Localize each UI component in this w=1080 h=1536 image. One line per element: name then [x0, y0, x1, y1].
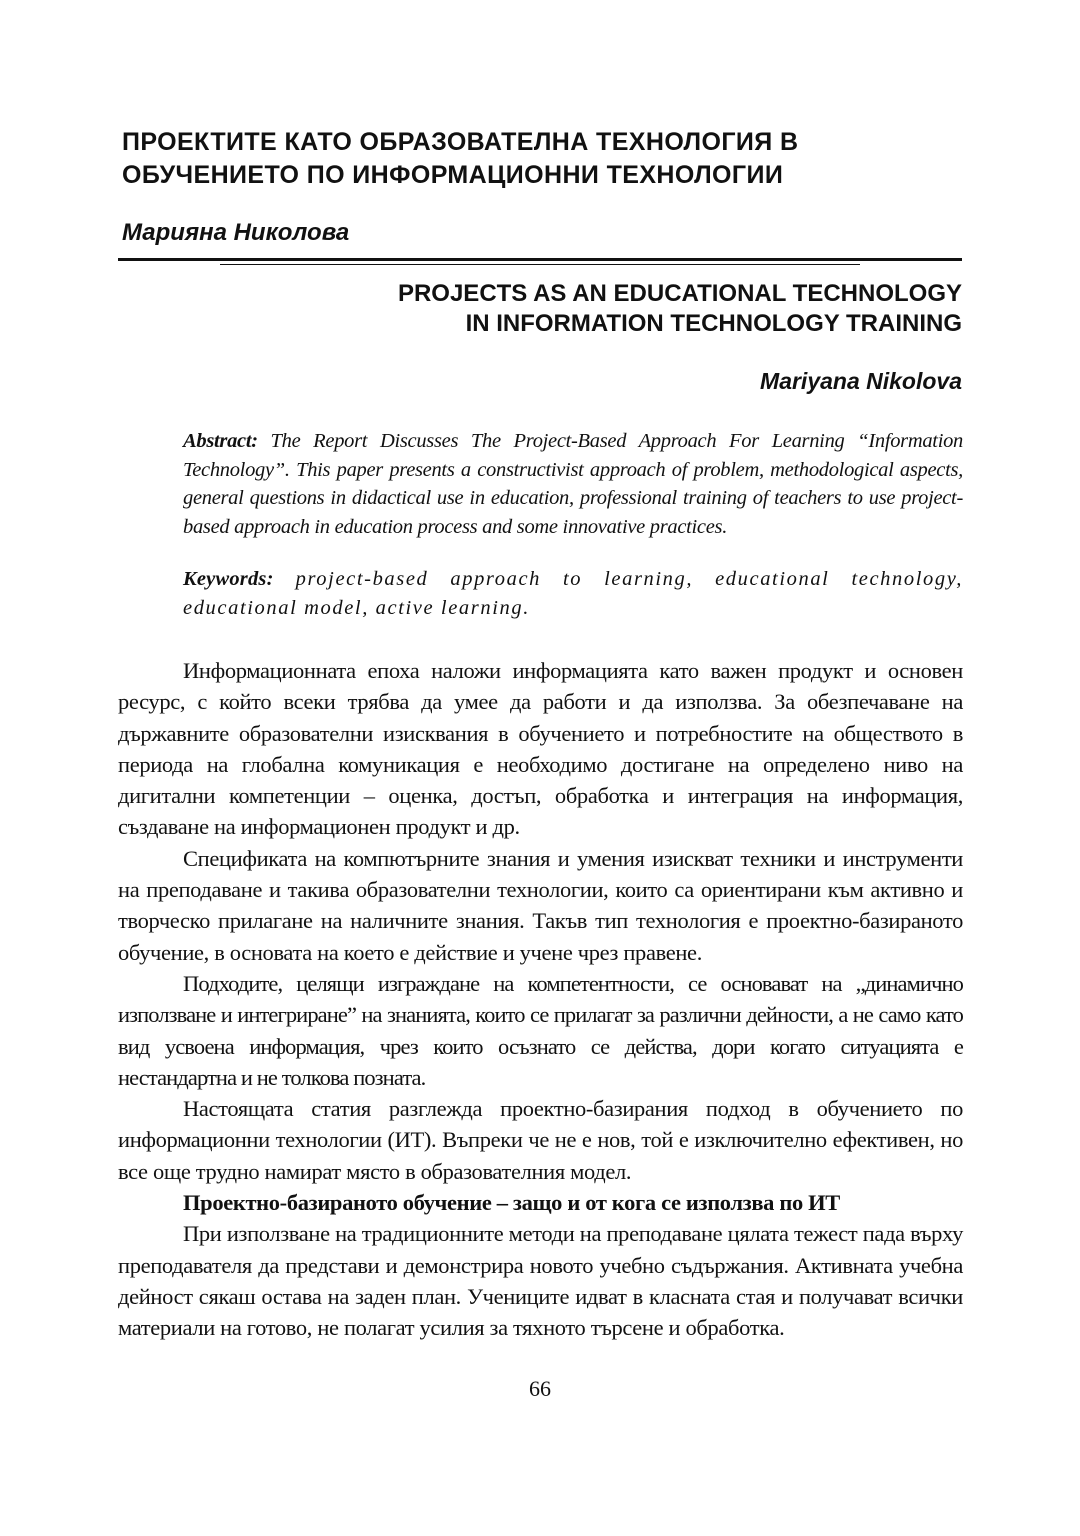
keywords — [183, 565, 963, 623]
abstract-text: The Report Discusses The Project-Based Approach For Learning “Information Technology”. This paper presents a constructivist approach of problem, methodological aspects, general questions in didactical use in education, professional training of teachers to use project-based approach in education process and some innovative practices. — [183, 430, 964, 538]
body-paragraph: Спецификата на компютърните знания и умения изискват техники и инструменти на преподаване и такива образователни технологии, които са ориентирани към активно и творческо прилагане на наличните знания. Такъв тип технология е проектно-базираното обучение, в основата на което е действие и учене чрез правене. — [118, 845, 963, 965]
body-paragraph: При използване на традиционните методи на преподаване цялата тежест пада върху преподавателя да представи и демонстрира новото учебно съдържания. Активната учебна дейност сякаш остава на заден план. Учениците идват в класната стая и получават всички материали на готово, не полагат усилия за тяхното търсене и обработка. — [118, 1221, 963, 1341]
abstract-label: Abstract: — [183, 430, 258, 452]
body-paragraph: Информационната епоха наложи информацията като важен продукт и основен ресурс, с който всеки трябва да умее да работи и да използва. За обезпечаване на държавните образователни изисквания в обучението и потребностите на обществото в периода на глобална комуникация е необходимо достигане на определено ниво на дигитални компетенции – оценка, достъп, обработка и интеграция на информация, създаване на информационен продукт и др. — [118, 658, 963, 840]
body-paragraph: Настоящата статия разглежда проектно-базирания подход в обучението по информационни технологии (ИТ). Въпреки че не е нов, той е изключително ефективен, но все още трудно намират място в образователния модел. — [118, 1096, 963, 1184]
author-english: Mariyana Nikolova — [760, 368, 962, 394]
title-english — [202, 279, 962, 339]
title-english-line2: IN INFORMATION TECHNOLOGY TRAINING — [465, 310, 962, 337]
body-text — [118, 655, 963, 1344]
page-number: 66 — [529, 1376, 551, 1401]
divider-thin — [220, 264, 860, 265]
title-bulgarian-line1: ПРОЕКТИТЕ КАТО ОБРАЗОВАТЕЛНА ТЕХНОЛОГИЯ В — [122, 128, 799, 156]
abstract — [183, 427, 963, 541]
section-heading: Проектно-базираното обучение – защо и от кога се използва по ИТ — [183, 1190, 840, 1216]
keywords-text: project-based approach to learning, educational technology, educational model, active learning. — [183, 568, 963, 619]
title-bulgarian — [122, 126, 962, 192]
divider-thick — [118, 258, 962, 261]
keywords-label: Keywords: — [183, 568, 274, 590]
title-bulgarian-line2: ОБУЧЕНИЕТО ПО ИНФОРМАЦИОННИ ТЕХНОЛОГИИ — [122, 161, 784, 189]
title-english-line1: PROJECTS AS AN EDUCATIONAL TECHNOLOGY — [397, 280, 962, 307]
author-bulgarian: Марияна Николова — [122, 219, 350, 246]
body-paragraph: Подходите, целящи изграждане на компетентности, се основават на „динамично използване и интегриране” на знанията, които се прилагат за различни дейности, а не само като вид усвоена информация, чрез които осъзнато се действа, дори когато ситуацията е нестандартна и не толкова позната. — [118, 970, 963, 1090]
